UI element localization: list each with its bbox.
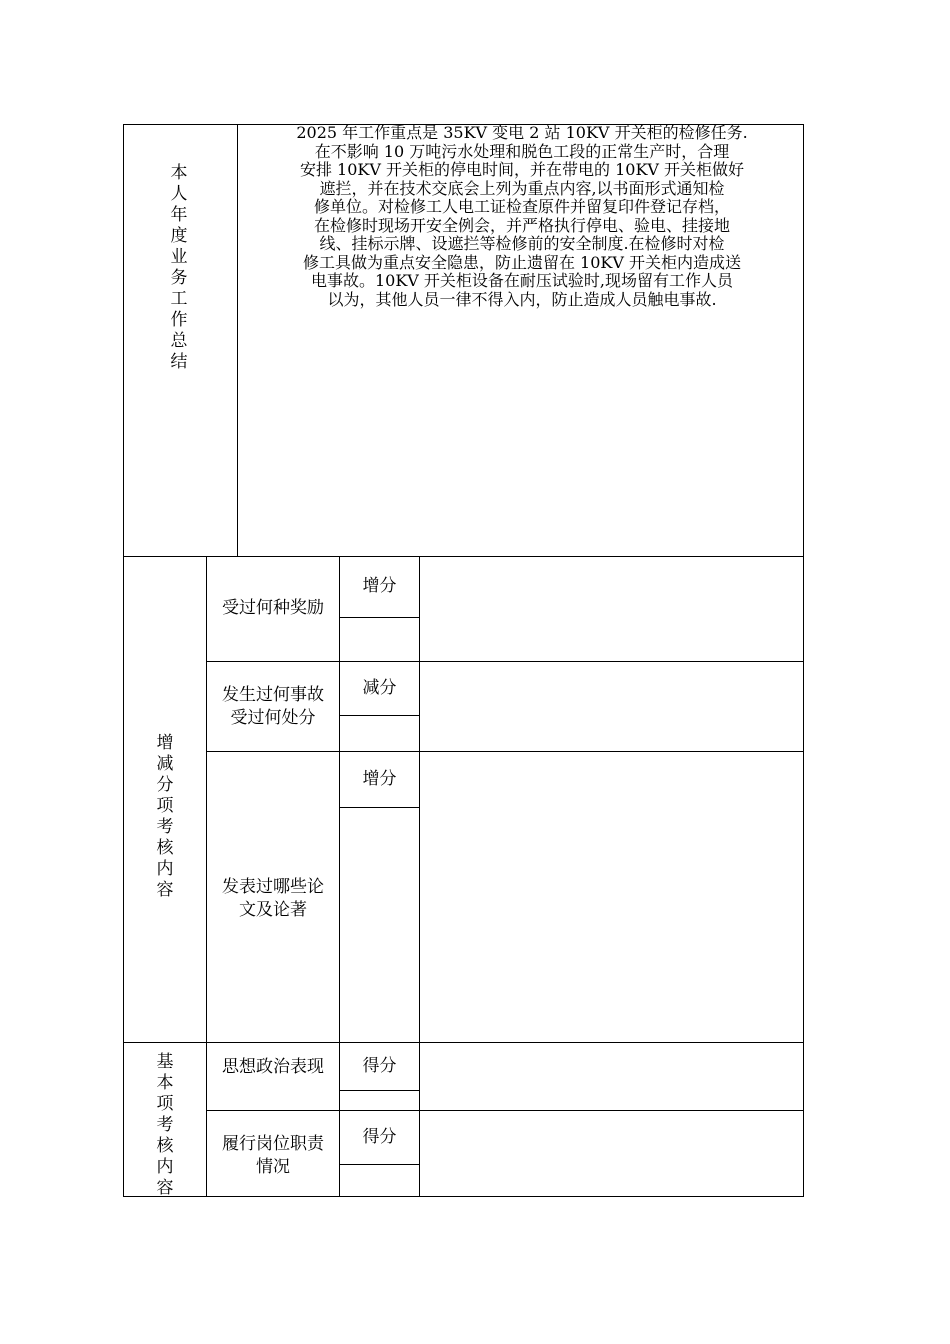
penalty-score-label: 减分 — [362, 678, 397, 698]
summary-line: 修工具做为重点安全隐患，防止遗留在 10KV 开关柜内造成送 — [302, 252, 742, 272]
award-score-cell[interactable] — [340, 618, 419, 661]
duty-score-cell[interactable] — [340, 1165, 419, 1196]
summary-line: 2025 年工作重点是 35KV 变电 2 站 10KV 开关柜的检修任务. — [296, 123, 748, 142]
summary-label: 本人年度业务工作总结 — [170, 163, 188, 372]
politics-content-cell[interactable] — [420, 1043, 803, 1110]
summary-line: 线、挂标示牌、设遮拦等检修前的安全制度.在检修时对检 — [319, 234, 725, 253]
summary-line: 遮拦，并在技术交底会上列为重点内容,以书面形式通知检 — [319, 178, 725, 198]
papers-item-label: 发表过哪些论文及论著 — [222, 877, 324, 920]
award-score-label: 增分 — [362, 576, 397, 596]
summary-text — [262, 124, 782, 309]
penalty-score-cell[interactable] — [340, 716, 419, 751]
basic-section-label: 基本项考核内容 — [156, 1052, 174, 1198]
penalty-item-label: 发生过何事故受过何处分 — [222, 685, 324, 728]
papers-score-cell[interactable] — [340, 808, 419, 1042]
politics-score-label: 得分 — [362, 1056, 397, 1076]
papers-content-cell[interactable] — [420, 752, 803, 1042]
summary-line: 在检修时现场开安全例会，并严格执行停电、验电、挂接地 — [313, 215, 730, 235]
politics-item-label: 思想政治表现 — [222, 1057, 324, 1077]
summary-line: 电事故。10KV 开关柜设备在耐压试验时,现场留有工作人员 — [310, 271, 734, 290]
award-content-cell[interactable] — [420, 557, 803, 661]
papers-score-label: 增分 — [362, 769, 397, 789]
duty-item-label: 履行岗位职责情况 — [222, 1134, 324, 1177]
summary-line: 在不影响 10 万吨污水处理和脱色工段的正常生产时，合理 — [314, 141, 730, 161]
summary-line: 修单位。对检修工人电工证检查原件并留复印件登记存档， — [313, 197, 730, 216]
duty-content-cell[interactable] — [420, 1111, 803, 1196]
summary-line: 以为，其他人员一律不得入内，防止造成人员触电事故. — [327, 289, 717, 309]
politics-score-cell[interactable] — [340, 1091, 419, 1110]
summary-line: 安排 10KV 开关柜的停电时间，并在带电的 10KV 开关柜做好 — [299, 160, 745, 179]
award-item-label: 受过何种奖励 — [222, 598, 324, 618]
duty-score-label: 得分 — [362, 1127, 397, 1147]
penalty-content-cell[interactable] — [420, 662, 803, 751]
adjust-section-label: 增减分项考核内容 — [156, 733, 174, 900]
